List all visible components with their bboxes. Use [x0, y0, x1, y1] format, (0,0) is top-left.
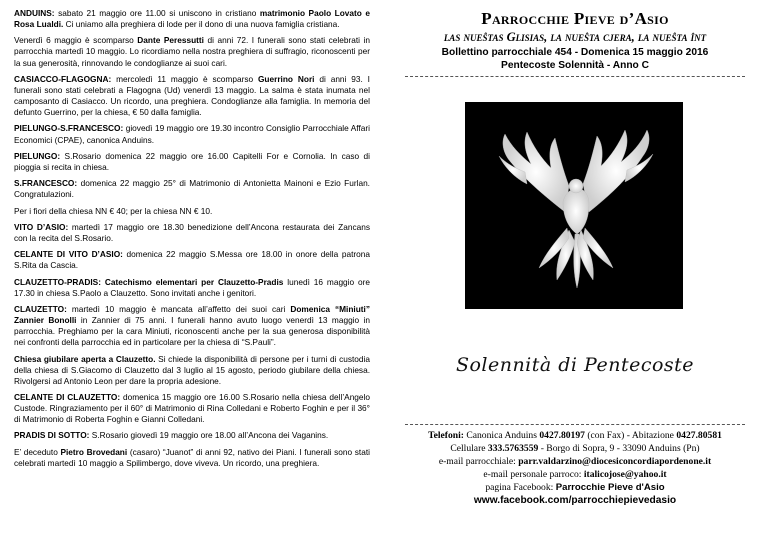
news-column [14, 8, 370, 538]
news-item: Chiesa giubilare aperta a Clauzetto. Si chiede la disponibilità di persone per i turni di custodia della chiesa di S.Giacomo di Clauzetto dal 3 luglio al 15 agosto, periodo giubilare della chiesa. Rivolgersi ad Antonio Leon per dare la propria adesione. [14, 353, 370, 386]
dove-photo [465, 102, 683, 309]
bulletin-line: Bollettino parrocchiale 454 - Domenica 15 maggio 2016 [441, 47, 709, 58]
parish-motto: las nueŝtas Glisias, la nueŝta cjera, la nueŝta înt [443, 30, 707, 44]
parish-title: Parrocchie Pieve d’Asio [481, 9, 669, 28]
news-item: Per i fiori della chiesa NN € 40; per la chiesa NN € 10. [14, 205, 213, 216]
news-item: CELANTE DI CLAUZETTO: domenica 15 maggio ore 16.00 S.Rosario nella chiesa dell’Angelo Custode. Ringraziamento per il 60° di Matrimonio di Rina Colledani e Roberto Foghin e per il 36° di Matrimonio di Roberta Foghin e Gianni Colledani. [14, 391, 370, 425]
contact-phones: Telefoni: Canonica Anduins 0427.80197 (con Fax) - Abitazione 0427.80581 [428, 430, 722, 441]
white-dove-icon [465, 102, 683, 309]
news-item: PIELUNGO: S.Rosario domenica 22 maggio ore 16.00 Capitelli For e Cornolia. In caso di pioggia si recita in chiesa. [14, 150, 370, 172]
header-divider [405, 76, 745, 77]
facebook-url-link[interactable]: www.facebook.com/parrocchiepievedasio [473, 495, 677, 506]
news-item: PRADIS DI SOTTO: S.Rosario giovedì 19 maggio ore 18.00 all’Ancona dei Vaganins. [14, 430, 329, 441]
news-item: PIELUNGO-S.FRANCESCO: giovedì 19 maggio ore 19.30 incontro Consiglio Parrocchiale Affari Economici (CPAE), canonica Anduins. [14, 123, 370, 145]
contacts-divider [405, 424, 745, 425]
news-item: E’ deceduto Pietro Brovedani (casaro) “Juanot” di anni 92, nativo dei Piani. I funerali sono stati celebrati martedì 10 maggio a Spilimbergo, dove viveva. Un ricordo, una preghiera. [14, 446, 370, 468]
main-title: Solennità di Pentecoste [455, 354, 695, 376]
contact-facebook: pagina Facebook: Parrocchie Pieve d'Asio [485, 482, 665, 493]
news-item: VITO D’ASIO: martedì 17 maggio ore 18.30 benedizione dell’Ancona restaurata dei Zancans con la recita del S.Rosario. [14, 221, 370, 243]
news-item: CLAUZETTO-PRADIS: Catechismo elementari per Clauzetto-Pradis lunedì 16 maggio ore 17.30 in chiesa S.Paolo a Clauzetto. Sono invitati anche i genitori. [14, 276, 371, 298]
news-item: CASIACCO-FLAGOGNA: mercoledì 11 maggio è scomparso Guerrino Nori di anni 93. I funerali sono stati celebrati a Flagogna (Ud) venerdì 13 maggio. La salma è stata inumata nel camposanto di Casiacco. Un ricordo, una preghiera. Condoglianze alla famiglia. In memoria del defunto Guerrino, per la chiesa, € 50 dalla famiglia. [14, 73, 370, 118]
news-item: ANDUINS: sabato 21 maggio ore 11.00 si uniscono in cristiano matrimonio Paolo Lovato e Rosa Lualdi. Ci uniamo alla preghiera di lode per il dono di una nuova famiglia cristiana. [14, 8, 370, 30]
contact-email-priest: e-mail personale parroco: italicojose@yahoo.it [483, 469, 667, 480]
contact-email-parish: e-mail parrocchiale: parr.valdarzino@diocesiconcordiapordenone.it [438, 456, 712, 467]
email-priest-link[interactable]: italicojose@yahoo.it [583, 469, 667, 480]
cover-column [395, 0, 755, 543]
contact-mobile: Cellulare 333.5763559 - Borgo di Sopra, 9 - 33090 Anduins (Pn) [450, 443, 700, 454]
news-item: S.FRANCESCO: domenica 22 maggio 25° di Matrimonio di Antonietta Mainoni e Ezio Furlan. Congratulazioni. [14, 178, 370, 200]
news-item: Venerdì 6 maggio è scomparso Dante Peressutti di anni 72. I funerali sono stati celebrati in parrocchia martedì 10 maggio. Lo ricordiamo nella nostra preghiera di suffragio, riconoscenti per la sua generosità, rinnovando le condoglianze ai suoi cari. [14, 35, 370, 68]
occasion-line: Pentecoste Solennità - Anno C [501, 60, 649, 71]
email-parish-link[interactable]: parr.valdarzino@diocesiconcordiapordenone.it [518, 456, 712, 467]
news-item: CELANTE DI VITO D’ASIO: domenica 22 maggio S.Messa ore 18.00 in onore della patrona S.Rita da Cascia. [14, 249, 370, 271]
news-item: CLAUZETTO: martedì 10 maggio è mancata all’affetto dei suoi cari Domenica “Miniuti” Zannier Bonolli in Zannier di 75 anni. I funerali hanno avuto luogo venerdì 13 maggio in parrocchia. Preghiamo per la cara Miniuti, riconoscenti anche per la sua generosa disponibilità nei confronti della parrocchia ed in particolare per la chiesa di “S.Pauli”. [14, 303, 370, 348]
